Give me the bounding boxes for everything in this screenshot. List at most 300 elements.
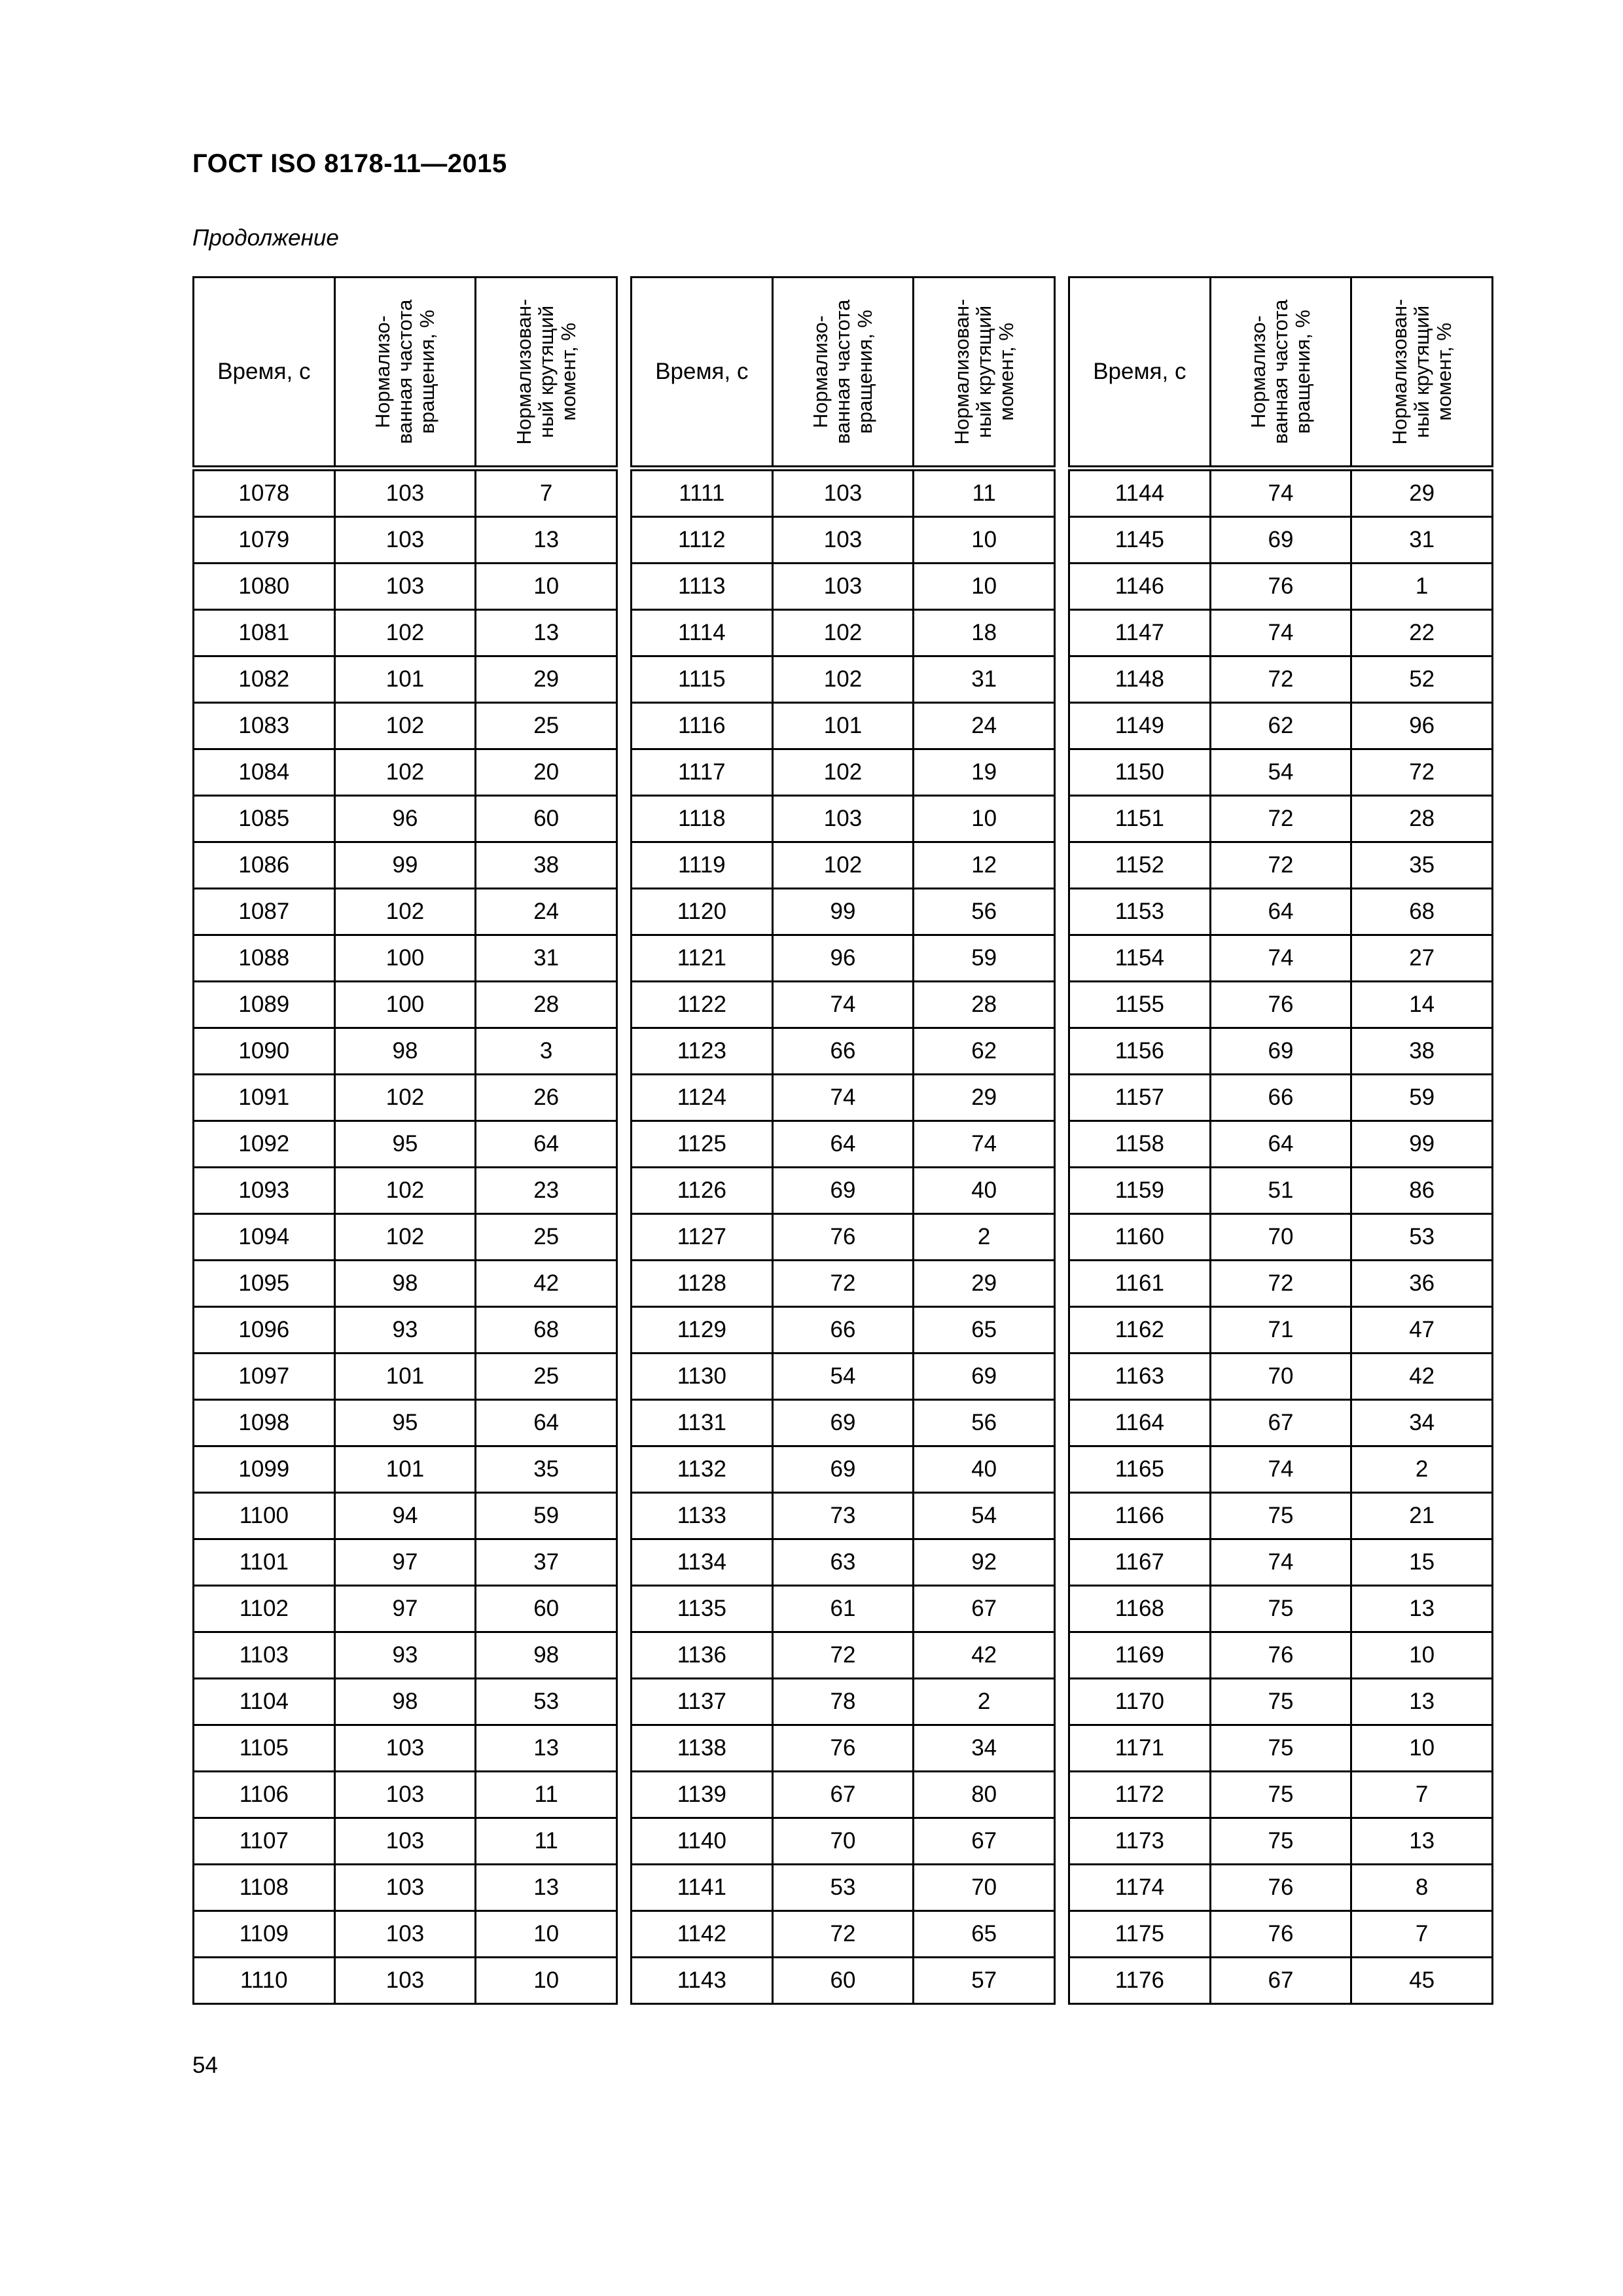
torque-cell: 92: [914, 1539, 1055, 1586]
torque-cell: 24: [914, 703, 1055, 749]
speed-cell: 66: [772, 1028, 914, 1075]
time-cell: 1108: [194, 1865, 335, 1911]
torque-cell: 38: [476, 842, 617, 889]
time-cell: 1089: [194, 982, 335, 1028]
table-row: [632, 1214, 1055, 1261]
time-cell: 1102: [194, 1586, 335, 1632]
torque-cell: 35: [476, 1446, 617, 1493]
header-speed: [772, 278, 914, 469]
torque-cell: 38: [1351, 1028, 1493, 1075]
speed-cell: 76: [1210, 982, 1351, 1028]
time-cell: 1176: [1069, 1958, 1211, 2004]
torque-cell: 26: [476, 1075, 617, 1121]
speed-cell: 97: [334, 1539, 476, 1586]
speed-cell: 74: [772, 982, 914, 1028]
table-row: [632, 1261, 1055, 1307]
torque-cell: 40: [914, 1446, 1055, 1493]
header-time: Время, с: [194, 278, 335, 469]
table-row: [194, 1400, 617, 1446]
table-row: [632, 469, 1055, 517]
time-cell: 1087: [194, 889, 335, 935]
speed-cell: 69: [1210, 1028, 1351, 1075]
table-row: [632, 982, 1055, 1028]
speed-cell: 63: [772, 1539, 914, 1586]
speed-cell: 103: [334, 469, 476, 517]
torque-cell: 96: [1351, 703, 1493, 749]
table-row: [1069, 1818, 1493, 1865]
speed-cell: 76: [1210, 1865, 1351, 1911]
time-cell: 1095: [194, 1261, 335, 1307]
speed-cell: 96: [334, 796, 476, 842]
speed-cell: 72: [772, 1911, 914, 1958]
speed-cell: 102: [334, 703, 476, 749]
torque-cell: 10: [914, 564, 1055, 610]
table-row: [1069, 1911, 1493, 1958]
time-cell: 1161: [1069, 1261, 1211, 1307]
table-row: [1069, 1632, 1493, 1679]
time-cell: 1088: [194, 935, 335, 982]
torque-cell: 7: [1351, 1911, 1493, 1958]
time-cell: 1116: [632, 703, 773, 749]
table-row: [632, 749, 1055, 796]
time-cell: 1164: [1069, 1400, 1211, 1446]
table-row: [632, 517, 1055, 564]
speed-cell: 98: [334, 1679, 476, 1725]
speed-cell: 74: [1210, 610, 1351, 656]
table-row: [632, 1911, 1055, 1958]
speed-cell: 72: [1210, 656, 1351, 703]
torque-cell: 10: [914, 796, 1055, 842]
speed-cell: 74: [1210, 1539, 1351, 1586]
table-row: [194, 1354, 617, 1400]
table-row: [194, 889, 617, 935]
torque-cell: 13: [476, 517, 617, 564]
time-cell: 1101: [194, 1539, 335, 1586]
speed-cell: 64: [1210, 1121, 1351, 1168]
speed-cell: 69: [772, 1400, 914, 1446]
time-cell: 1158: [1069, 1121, 1211, 1168]
time-cell: 1144: [1069, 469, 1211, 517]
speed-cell: 69: [1210, 517, 1351, 564]
table-row: [632, 656, 1055, 703]
speed-cell: 64: [1210, 889, 1351, 935]
time-cell: 1104: [194, 1679, 335, 1725]
table-row: [194, 564, 617, 610]
torque-cell: 13: [1351, 1586, 1493, 1632]
speed-cell: 93: [334, 1307, 476, 1354]
table-row: [194, 982, 617, 1028]
table-row: [1069, 1539, 1493, 1586]
time-cell: 1125: [632, 1121, 773, 1168]
table-row: [632, 1168, 1055, 1214]
table-row: [632, 1400, 1055, 1446]
table-row: [1069, 703, 1493, 749]
speed-cell: 102: [772, 842, 914, 889]
torque-cell: 31: [914, 656, 1055, 703]
speed-cell: 103: [334, 517, 476, 564]
time-cell: 1132: [632, 1446, 773, 1493]
time-cell: 1128: [632, 1261, 773, 1307]
speed-cell: 101: [334, 656, 476, 703]
speed-cell: 69: [772, 1446, 914, 1493]
time-cell: 1131: [632, 1400, 773, 1446]
time-cell: 1148: [1069, 656, 1211, 703]
header-speed: [1210, 278, 1351, 469]
table-row: [632, 935, 1055, 982]
continuation-label: Продолжение: [192, 225, 339, 251]
torque-cell: 13: [476, 1865, 617, 1911]
table-row: [632, 1121, 1055, 1168]
table-row: [194, 1865, 617, 1911]
time-cell: 1140: [632, 1818, 773, 1865]
torque-cell: 29: [1351, 469, 1493, 517]
speed-cell: 102: [334, 1075, 476, 1121]
table-row: [1069, 610, 1493, 656]
speed-cell: 99: [334, 842, 476, 889]
speed-cell: 103: [772, 796, 914, 842]
table-row: [194, 1586, 617, 1632]
header-time: Время, с: [1069, 278, 1211, 469]
time-cell: 1078: [194, 469, 335, 517]
speed-cell: 73: [772, 1493, 914, 1539]
table-row: [632, 1586, 1055, 1632]
torque-cell: 31: [1351, 517, 1493, 564]
torque-cell: 86: [1351, 1168, 1493, 1214]
time-cell: 1094: [194, 1214, 335, 1261]
time-cell: 1150: [1069, 749, 1211, 796]
time-cell: 1151: [1069, 796, 1211, 842]
time-cell: 1097: [194, 1354, 335, 1400]
torque-cell: 67: [914, 1818, 1055, 1865]
speed-cell: 71: [1210, 1307, 1351, 1354]
time-cell: 1169: [1069, 1632, 1211, 1679]
time-cell: 1083: [194, 703, 335, 749]
time-cell: 1170: [1069, 1679, 1211, 1725]
torque-cell: 8: [1351, 1865, 1493, 1911]
torque-cell: 64: [476, 1121, 617, 1168]
torque-cell: 42: [1351, 1354, 1493, 1400]
time-cell: 1084: [194, 749, 335, 796]
table-row: [632, 1679, 1055, 1725]
speed-cell: 95: [334, 1121, 476, 1168]
table-row: [1069, 749, 1493, 796]
time-cell: 1146: [1069, 564, 1211, 610]
speed-cell: 102: [334, 610, 476, 656]
table-row: [194, 517, 617, 564]
time-cell: 1127: [632, 1214, 773, 1261]
time-cell: 1149: [1069, 703, 1211, 749]
torque-cell: 2: [914, 1214, 1055, 1261]
torque-cell: 25: [476, 703, 617, 749]
table-row: [1069, 1400, 1493, 1446]
time-cell: 1103: [194, 1632, 335, 1679]
table-header-row: [632, 278, 1055, 469]
time-cell: 1124: [632, 1075, 773, 1121]
speed-cell: 67: [772, 1772, 914, 1818]
speed-cell: 75: [1210, 1493, 1351, 1539]
time-cell: 1166: [1069, 1493, 1211, 1539]
speed-cell: 102: [334, 749, 476, 796]
speed-cell: 78: [772, 1679, 914, 1725]
time-cell: 1175: [1069, 1911, 1211, 1958]
torque-cell: 7: [476, 469, 617, 517]
torque-cell: 60: [476, 796, 617, 842]
table-row: [632, 1028, 1055, 1075]
table-row: [194, 1307, 617, 1354]
table-row: [194, 1725, 617, 1772]
table-row: [194, 1261, 617, 1307]
torque-cell: 99: [1351, 1121, 1493, 1168]
table-row: [194, 1214, 617, 1261]
header-torque-text: Нормализован-ный крутящий момент, %: [512, 298, 580, 445]
torque-cell: 53: [1351, 1214, 1493, 1261]
speed-cell: 103: [334, 1865, 476, 1911]
table-row: [1069, 1446, 1493, 1493]
table-row: [632, 1772, 1055, 1818]
table-row: [632, 1818, 1055, 1865]
torque-cell: 3: [476, 1028, 617, 1075]
time-cell: 1121: [632, 935, 773, 982]
table-row: [632, 1632, 1055, 1679]
torque-cell: 10: [1351, 1632, 1493, 1679]
time-cell: 1171: [1069, 1725, 1211, 1772]
time-cell: 1152: [1069, 842, 1211, 889]
time-cell: 1115: [632, 656, 773, 703]
speed-cell: 70: [772, 1818, 914, 1865]
torque-cell: 68: [476, 1307, 617, 1354]
time-cell: 1099: [194, 1446, 335, 1493]
torque-cell: 72: [1351, 749, 1493, 796]
time-cell: 1091: [194, 1075, 335, 1121]
torque-cell: 25: [476, 1214, 617, 1261]
time-cell: 1126: [632, 1168, 773, 1214]
torque-cell: 24: [476, 889, 617, 935]
torque-cell: 27: [1351, 935, 1493, 982]
table-row: [194, 1075, 617, 1121]
speed-cell: 75: [1210, 1725, 1351, 1772]
table-row: [632, 1354, 1055, 1400]
torque-cell: 34: [914, 1725, 1055, 1772]
time-cell: 1130: [632, 1354, 773, 1400]
torque-cell: 59: [914, 935, 1055, 982]
torque-cell: 53: [476, 1679, 617, 1725]
time-cell: 1156: [1069, 1028, 1211, 1075]
torque-cell: 42: [914, 1632, 1055, 1679]
table-row: [1069, 1865, 1493, 1911]
torque-cell: 36: [1351, 1261, 1493, 1307]
torque-cell: 57: [914, 1958, 1055, 2004]
table-row: [632, 1539, 1055, 1586]
torque-cell: 56: [914, 889, 1055, 935]
data-table-3: [1068, 276, 1493, 2005]
table-row: [632, 796, 1055, 842]
speed-cell: 66: [1210, 1075, 1351, 1121]
speed-cell: 67: [1210, 1400, 1351, 1446]
time-cell: 1118: [632, 796, 773, 842]
speed-cell: 103: [334, 1818, 476, 1865]
table-row: [1069, 1121, 1493, 1168]
table-header-row: [1069, 278, 1493, 469]
torque-cell: 10: [476, 1958, 617, 2004]
speed-cell: 96: [772, 935, 914, 982]
torque-cell: 10: [1351, 1725, 1493, 1772]
torque-cell: 64: [476, 1400, 617, 1446]
table-row: [194, 1539, 617, 1586]
torque-cell: 69: [914, 1354, 1055, 1400]
header-torque-text: Нормализован-ный крутящий момент, %: [1387, 298, 1455, 445]
table-row: [1069, 1261, 1493, 1307]
table-row: [632, 1865, 1055, 1911]
speed-cell: 102: [772, 656, 914, 703]
speed-cell: 101: [772, 703, 914, 749]
time-cell: 1153: [1069, 889, 1211, 935]
table-row: [1069, 469, 1493, 517]
table-row: [194, 656, 617, 703]
time-cell: 1160: [1069, 1214, 1211, 1261]
table-row: [632, 1958, 1055, 2004]
speed-cell: 103: [334, 1958, 476, 2004]
torque-cell: 11: [476, 1772, 617, 1818]
time-cell: 1155: [1069, 982, 1211, 1028]
torque-cell: 65: [914, 1307, 1055, 1354]
time-cell: 1168: [1069, 1586, 1211, 1632]
table-row: [1069, 982, 1493, 1028]
time-cell: 1139: [632, 1772, 773, 1818]
torque-cell: 37: [476, 1539, 617, 1586]
torque-cell: 23: [476, 1168, 617, 1214]
torque-cell: 13: [1351, 1818, 1493, 1865]
time-cell: 1172: [1069, 1772, 1211, 1818]
time-cell: 1159: [1069, 1168, 1211, 1214]
data-table-1: [192, 276, 618, 2005]
speed-cell: 54: [1210, 749, 1351, 796]
time-cell: 1086: [194, 842, 335, 889]
table-row: [1069, 796, 1493, 842]
speed-cell: 103: [772, 564, 914, 610]
time-cell: 1120: [632, 889, 773, 935]
torque-cell: 11: [476, 1818, 617, 1865]
time-cell: 1093: [194, 1168, 335, 1214]
torque-cell: 29: [914, 1261, 1055, 1307]
table-row: [1069, 842, 1493, 889]
header-time: Время, с: [632, 278, 773, 469]
time-cell: 1096: [194, 1307, 335, 1354]
torque-cell: 20: [476, 749, 617, 796]
torque-cell: 7: [1351, 1772, 1493, 1818]
speed-cell: 74: [1210, 1446, 1351, 1493]
time-cell: 1133: [632, 1493, 773, 1539]
torque-cell: 70: [914, 1865, 1055, 1911]
table-row: [194, 1911, 617, 1958]
table-row: [1069, 1958, 1493, 2004]
table-row: [194, 935, 617, 982]
header-speed-text: Нормализо-ванная частота вращения, %: [808, 299, 876, 444]
table-row: [1069, 1168, 1493, 1214]
time-cell: 1173: [1069, 1818, 1211, 1865]
speed-cell: 75: [1210, 1586, 1351, 1632]
torque-cell: 28: [1351, 796, 1493, 842]
torque-cell: 29: [476, 656, 617, 703]
header-torque: [1351, 278, 1493, 469]
time-cell: 1167: [1069, 1539, 1211, 1586]
time-cell: 1154: [1069, 935, 1211, 982]
torque-cell: 2: [914, 1679, 1055, 1725]
table-row: [632, 1493, 1055, 1539]
time-cell: 1129: [632, 1307, 773, 1354]
time-cell: 1135: [632, 1586, 773, 1632]
page-number: 54: [192, 2053, 218, 2078]
speed-cell: 95: [334, 1400, 476, 1446]
torque-cell: 13: [1351, 1679, 1493, 1725]
time-cell: 1138: [632, 1725, 773, 1772]
torque-cell: 31: [476, 935, 617, 982]
time-cell: 1106: [194, 1772, 335, 1818]
torque-cell: 98: [476, 1632, 617, 1679]
speed-cell: 98: [334, 1261, 476, 1307]
speed-cell: 66: [772, 1307, 914, 1354]
speed-cell: 97: [334, 1586, 476, 1632]
speed-cell: 64: [772, 1121, 914, 1168]
time-cell: 1110: [194, 1958, 335, 2004]
table-row: [1069, 564, 1493, 610]
speed-cell: 74: [772, 1075, 914, 1121]
speed-cell: 98: [334, 1028, 476, 1075]
torque-cell: 19: [914, 749, 1055, 796]
time-cell: 1092: [194, 1121, 335, 1168]
table-row: [632, 564, 1055, 610]
torque-cell: 45: [1351, 1958, 1493, 2004]
time-cell: 1079: [194, 517, 335, 564]
data-table-2: [630, 276, 1056, 2005]
table-row: [1069, 1493, 1493, 1539]
time-cell: 1105: [194, 1725, 335, 1772]
speed-cell: 51: [1210, 1168, 1351, 1214]
table-row: [194, 1493, 617, 1539]
time-cell: 1085: [194, 796, 335, 842]
table-header-row: [194, 278, 617, 469]
speed-cell: 102: [334, 1168, 476, 1214]
torque-cell: 59: [476, 1493, 617, 1539]
table-row: [194, 469, 617, 517]
speed-cell: 76: [772, 1725, 914, 1772]
speed-cell: 103: [334, 1725, 476, 1772]
time-cell: 1111: [632, 469, 773, 517]
header-speed-text: Нормализо-ванная частота вращения, %: [1246, 299, 1314, 444]
time-cell: 1117: [632, 749, 773, 796]
speed-cell: 102: [772, 749, 914, 796]
torque-cell: 13: [476, 610, 617, 656]
speed-cell: 72: [1210, 842, 1351, 889]
speed-cell: 75: [1210, 1679, 1351, 1725]
torque-cell: 52: [1351, 656, 1493, 703]
torque-cell: 42: [476, 1261, 617, 1307]
time-cell: 1141: [632, 1865, 773, 1911]
time-cell: 1157: [1069, 1075, 1211, 1121]
speed-cell: 61: [772, 1586, 914, 1632]
torque-cell: 65: [914, 1911, 1055, 1958]
speed-cell: 74: [1210, 469, 1351, 517]
table-row: [194, 1958, 617, 2004]
time-cell: 1165: [1069, 1446, 1211, 1493]
time-cell: 1109: [194, 1911, 335, 1958]
table-row: [194, 1028, 617, 1075]
table-row: [194, 1772, 617, 1818]
table-row: [1069, 517, 1493, 564]
speed-cell: 53: [772, 1865, 914, 1911]
time-cell: 1137: [632, 1679, 773, 1725]
time-cell: 1143: [632, 1958, 773, 2004]
speed-cell: 74: [1210, 935, 1351, 982]
